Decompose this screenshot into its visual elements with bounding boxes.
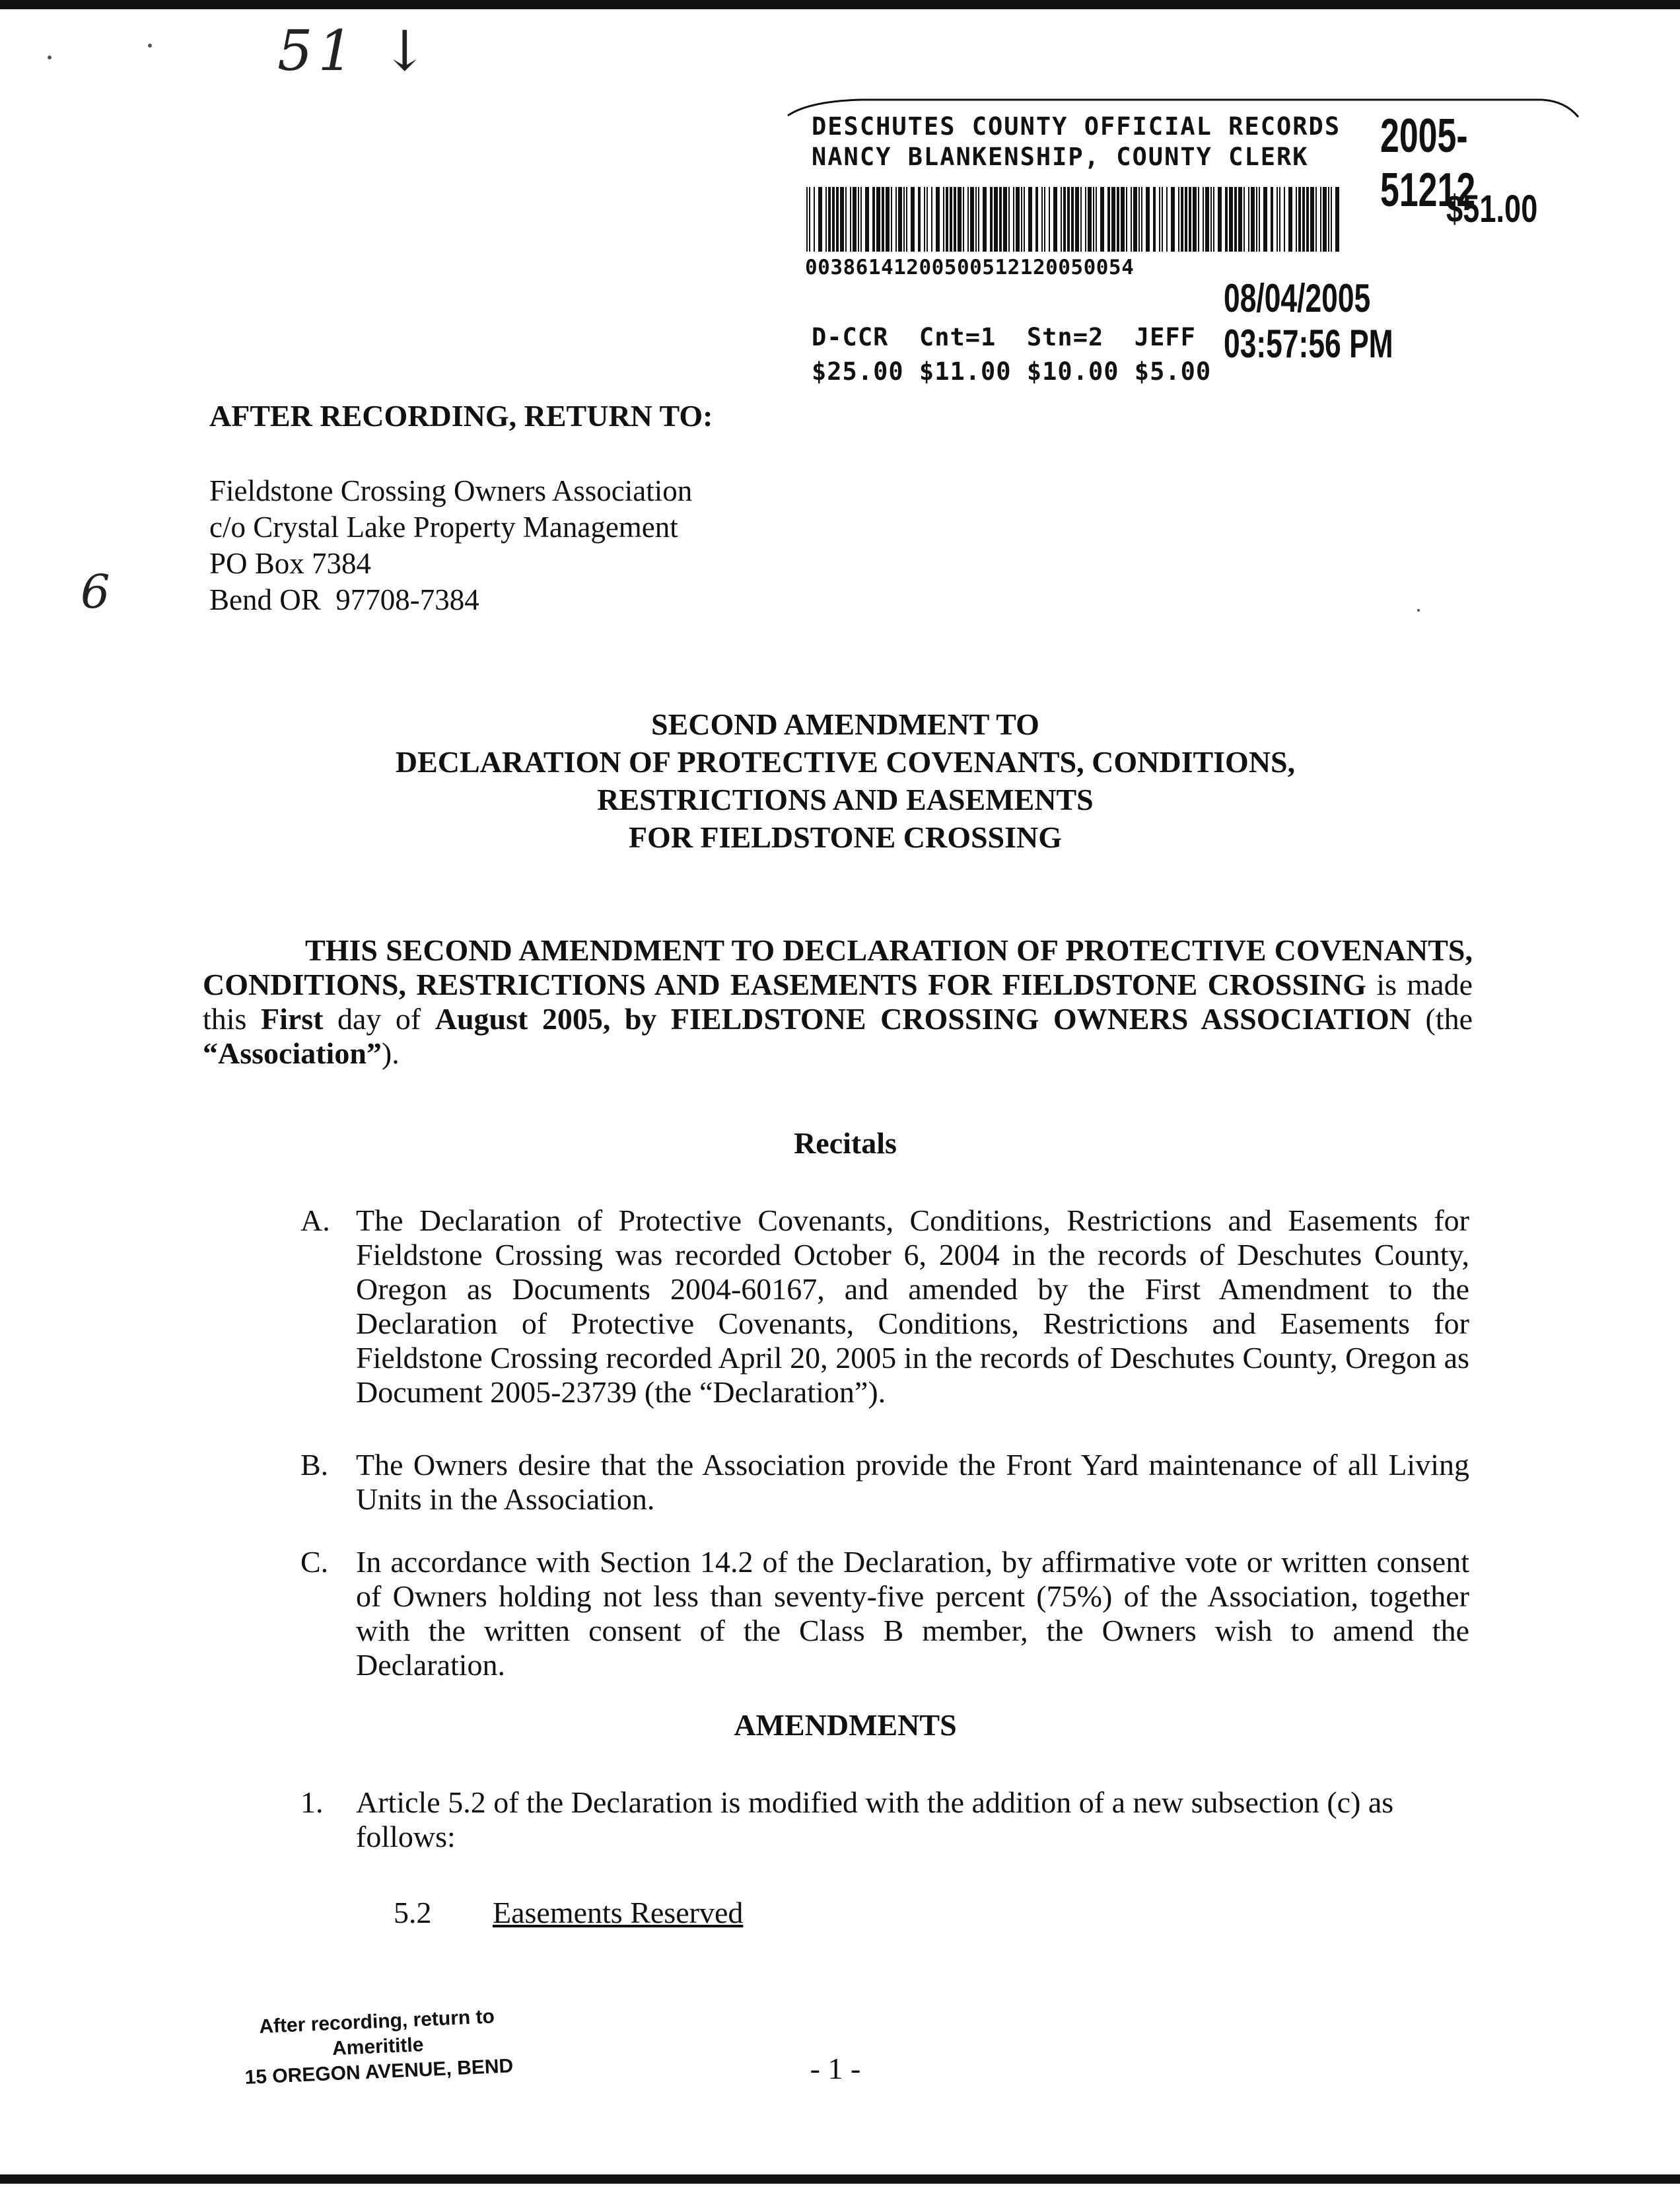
barcode-bar bbox=[1331, 187, 1332, 252]
barcode-bar bbox=[1153, 187, 1156, 252]
barcode-bar bbox=[809, 187, 810, 252]
barcode-bar bbox=[1279, 187, 1280, 252]
barcode-bar bbox=[840, 187, 844, 252]
barcode-bar bbox=[1049, 187, 1050, 252]
return-stamp-line: After recording, return to bbox=[258, 2005, 495, 2038]
title-line: DECLARATION OF PROTECTIVE COVENANTS, CONDITIONS, bbox=[395, 745, 1296, 779]
barcode-bar bbox=[845, 187, 847, 252]
intro-text: day of bbox=[323, 1002, 435, 1036]
title-line: RESTRICTIONS AND EASEMENTS bbox=[597, 783, 1094, 816]
barcode-bar bbox=[872, 187, 875, 252]
barcode-bar bbox=[1003, 187, 1007, 252]
barcode-bar bbox=[994, 187, 998, 252]
barcode-bar bbox=[1111, 187, 1115, 252]
return-stamp bbox=[228, 2003, 528, 2091]
barcode-bar bbox=[1306, 187, 1309, 252]
scan-bottom-edge bbox=[0, 2174, 1680, 2184]
barcode-bar bbox=[975, 187, 977, 252]
barcode-bar bbox=[1131, 187, 1132, 252]
intro-text: (the bbox=[1411, 1002, 1473, 1036]
barcode-bar bbox=[814, 187, 815, 252]
barcode-bar bbox=[1229, 187, 1233, 252]
title-line: FOR FIELDSTONE CROSSING bbox=[628, 820, 1063, 854]
barcode-bar bbox=[1315, 187, 1317, 252]
barcode-bar bbox=[836, 187, 839, 252]
barcode-bar bbox=[1024, 187, 1025, 252]
barcode-bar bbox=[1126, 187, 1127, 252]
intro-bold-lead: THIS SECOND AMENDMENT TO DECLARATION OF PROTECTIVE COVENANTS, CONDITIONS, RESTRICTIONS AND EASEMENTS FOR FIELDSTONE CROSSING bbox=[203, 933, 1473, 1001]
recital-text: The Owners desire that the Association provide the Front Yard maintenance of all Living Units in the Association. bbox=[356, 1448, 1469, 1516]
intro-bold-day: First bbox=[260, 1002, 324, 1036]
barcode-bar bbox=[853, 187, 857, 252]
return-stamp-line: Amerititle bbox=[332, 2034, 425, 2060]
barcode-bar bbox=[1234, 187, 1237, 252]
barcode-bar bbox=[1117, 187, 1119, 252]
barcode bbox=[806, 187, 1341, 252]
barcode-bar bbox=[1181, 187, 1183, 252]
barcode-bar bbox=[1271, 187, 1273, 252]
intro-text: ). bbox=[381, 1036, 400, 1070]
title-line: SECOND AMENDMENT TO bbox=[651, 707, 1039, 741]
barcode-bar bbox=[1288, 187, 1292, 252]
stamp-fees-line: $25.00 $11.00 $10.00 $5.00 bbox=[812, 357, 1212, 386]
recording-amount: $51.00 bbox=[1446, 188, 1538, 231]
barcode-bar bbox=[860, 187, 862, 252]
barcode-bar bbox=[924, 187, 925, 252]
barcode-bar bbox=[1225, 187, 1228, 252]
barcode-bar bbox=[818, 187, 822, 252]
barcode-bar bbox=[1159, 187, 1160, 252]
barcode-bar bbox=[906, 187, 907, 252]
barcode-bar bbox=[1251, 187, 1255, 252]
barcode-bar bbox=[1310, 187, 1314, 252]
barcode-bar bbox=[999, 187, 1002, 252]
barcode-bar bbox=[876, 187, 880, 252]
barcode-bar bbox=[1088, 187, 1092, 252]
scan-speck bbox=[1417, 609, 1420, 612]
barcode-bar bbox=[970, 187, 974, 252]
barcode-bar bbox=[1061, 187, 1062, 252]
barcode-bar bbox=[1067, 187, 1070, 252]
barcode-bar bbox=[1146, 187, 1150, 252]
document-number: 2005-51212 bbox=[1380, 110, 1476, 217]
barcode-bar bbox=[954, 187, 956, 252]
barcode-bar bbox=[950, 187, 952, 252]
recital-item bbox=[300, 1545, 1469, 1682]
barcode-bar bbox=[1107, 187, 1110, 252]
barcode-bar bbox=[943, 187, 944, 252]
barcode-bar bbox=[1328, 187, 1329, 252]
barcode-bar bbox=[1121, 187, 1125, 252]
barcode-bar bbox=[850, 187, 851, 252]
barcode-bar bbox=[1193, 187, 1197, 252]
barcode-bar bbox=[1028, 187, 1032, 252]
barcode-bar bbox=[825, 187, 827, 252]
recital-item bbox=[300, 1448, 1469, 1517]
intro-paragraph bbox=[203, 933, 1473, 1071]
barcode-bar bbox=[1302, 187, 1305, 252]
return-address bbox=[209, 473, 692, 618]
barcode-bar bbox=[1075, 187, 1079, 252]
barcode-bar bbox=[946, 187, 948, 252]
barcode-bar bbox=[927, 187, 928, 252]
address-line: Bend OR 97708-7384 bbox=[209, 583, 479, 616]
subsection-title: Easements Reserved bbox=[493, 1896, 744, 1929]
barcode-bar bbox=[895, 187, 897, 252]
amendment-marker: 1. bbox=[300, 1785, 324, 1819]
barcode-bar bbox=[903, 187, 905, 252]
barcode-bar bbox=[1259, 187, 1260, 252]
document-title bbox=[198, 705, 1492, 856]
barcode-bar bbox=[1178, 187, 1179, 252]
stamp-header-line2: NANCY BLANKENSHIP, COUNTY CLERK bbox=[812, 143, 1309, 171]
barcode-bar bbox=[1141, 187, 1142, 252]
scan-speck bbox=[148, 44, 152, 48]
scan-speck bbox=[48, 55, 52, 59]
scan-top-edge bbox=[0, 0, 1680, 9]
barcode-bar bbox=[1080, 187, 1082, 252]
barcode-bar bbox=[1213, 187, 1214, 252]
barcode-bar bbox=[1093, 187, 1094, 252]
barcode-bar bbox=[1198, 187, 1199, 252]
recitals-heading: Recitals bbox=[794, 1126, 897, 1160]
barcode-bar bbox=[918, 187, 921, 252]
barcode-bar bbox=[828, 187, 831, 252]
barcode-bar bbox=[882, 187, 884, 252]
barcode-bar bbox=[1016, 187, 1020, 252]
barcode-bar bbox=[1171, 187, 1175, 252]
stamp-header-line1: DESCHUTES COUNTY OFFICIAL RECORDS bbox=[812, 112, 1341, 141]
subsection-number: 5.2 bbox=[394, 1896, 432, 1929]
address-line: PO Box 7384 bbox=[209, 547, 372, 580]
barcode-bar bbox=[1008, 187, 1010, 252]
barcode-bar bbox=[1203, 187, 1204, 252]
barcode-bar bbox=[990, 187, 993, 252]
barcode-bar bbox=[1189, 187, 1191, 252]
barcode-bar bbox=[865, 187, 869, 252]
barcode-bar bbox=[1100, 187, 1104, 252]
recital-marker: B. bbox=[300, 1448, 329, 1482]
stamp-header bbox=[812, 112, 1341, 172]
barcode-bar bbox=[1053, 187, 1057, 252]
barcode-bar bbox=[832, 187, 835, 252]
recital-marker: A. bbox=[300, 1203, 330, 1237]
recording-datetime: 08/04/2005 03:57:56 PM bbox=[1224, 276, 1393, 366]
amendments-heading: AMENDMENTS bbox=[734, 1708, 957, 1742]
barcode-bar bbox=[1021, 187, 1022, 252]
barcode-bar bbox=[1263, 187, 1267, 252]
barcode-bar bbox=[1063, 187, 1066, 252]
barcode-bar bbox=[1205, 187, 1209, 252]
barcode-bar bbox=[958, 187, 962, 252]
amendment-item bbox=[300, 1785, 1469, 1854]
barcode-bar bbox=[1256, 187, 1257, 252]
barcode-bar bbox=[1041, 187, 1043, 252]
barcode-bar bbox=[1298, 187, 1301, 252]
barcode-bar bbox=[1320, 187, 1321, 252]
barcode-bar bbox=[1166, 187, 1168, 252]
barcode-bar bbox=[1277, 187, 1278, 252]
intro-bold-date: August 2005, by FIELDSTONE CROSSING OWNERS ASSOCIATION bbox=[435, 1002, 1411, 1036]
address-line: c/o Crystal Lake Property Management bbox=[209, 511, 678, 544]
stamp-codes-line: D-CCR Cnt=1 Stn=2 JEFF bbox=[812, 323, 1196, 351]
intro-text: is made this bbox=[203, 968, 1473, 1036]
barcode-bar bbox=[1284, 187, 1285, 252]
amendment-text: Article 5.2 of the Declaration is modified with the addition of a new subsection (c) as follows: bbox=[356, 1785, 1394, 1853]
barcode-bar bbox=[1071, 187, 1074, 252]
barcode-bar bbox=[891, 187, 892, 252]
address-line: Fieldstone Crossing Owners Association bbox=[209, 474, 693, 507]
barcode-bar bbox=[1335, 187, 1339, 252]
recital-item bbox=[300, 1203, 1469, 1410]
barcode-bar bbox=[1248, 187, 1249, 252]
barcode-bar bbox=[1138, 187, 1140, 252]
subsection-heading bbox=[394, 1895, 743, 1930]
barcode-bar bbox=[1096, 187, 1097, 252]
barcode-bar bbox=[1133, 187, 1137, 252]
barcode-bar bbox=[898, 187, 902, 252]
barcode-bar bbox=[1323, 187, 1327, 252]
return-stamp-line: 15 OREGON AVENUE, BEND bbox=[244, 2055, 514, 2089]
return-to-heading: AFTER RECORDING, RETURN TO: bbox=[209, 399, 713, 433]
barcode-bar bbox=[963, 187, 964, 252]
barcode-bar bbox=[967, 187, 969, 252]
recording-stamp bbox=[783, 89, 1582, 393]
barcode-bar bbox=[1238, 187, 1242, 252]
barcode-bar bbox=[931, 187, 932, 252]
recital-text: In accordance with Section 14.2 of the Declaration, by affirmative vote or written consent of Owners holding not less than seventy-five percent (75%) of the Association, together with the written consent of the Class B member, the Owners wish to amend the Declaration. bbox=[356, 1545, 1469, 1682]
intro-bold-association: “Association” bbox=[203, 1036, 382, 1070]
barcode-bar bbox=[1013, 187, 1014, 252]
handwritten-side-mark: 6 bbox=[81, 565, 110, 619]
barcode-bar bbox=[806, 187, 808, 252]
barcode-bar bbox=[1185, 187, 1187, 252]
barcode-bar bbox=[1296, 187, 1297, 252]
barcode-bar bbox=[978, 187, 979, 252]
barcode-bar bbox=[1218, 187, 1222, 252]
barcode-bar bbox=[1044, 187, 1045, 252]
barcode-number: 00386141200500512120050054 bbox=[805, 256, 1135, 279]
stamp-codes bbox=[812, 320, 1211, 389]
barcode-bar bbox=[1085, 187, 1086, 252]
recital-text: The Declaration of Protective Covenants, Conditions, Restrictions and Easements for Fieldstone Crossing was recorded October 6, 2004 in the records of Deschutes County, Oregon as Documents 2004-60167, and amended by the First Amendment to the Declaration of Protective Covenants, Conditions, Restrictions and Easements for Fieldstone Crossing recorded April 20, 2005 in the records of Deschutes County, Oregon as Document 2005-23739 (the “Declaration”). bbox=[356, 1203, 1469, 1409]
barcode-bar bbox=[911, 187, 915, 252]
page-number: - 1 - bbox=[810, 2052, 861, 2085]
barcode-bar bbox=[858, 187, 859, 252]
barcode-bar bbox=[1210, 187, 1212, 252]
barcode-bar bbox=[936, 187, 940, 252]
barcode-bar bbox=[1162, 187, 1163, 252]
barcode-bar bbox=[1035, 187, 1038, 252]
barcode-bar bbox=[983, 187, 987, 252]
barcode-bar bbox=[886, 187, 890, 252]
handwritten-page-count: 51 ↓ bbox=[277, 18, 433, 83]
barcode-bar bbox=[1243, 187, 1245, 252]
recital-marker: C. bbox=[300, 1545, 329, 1579]
